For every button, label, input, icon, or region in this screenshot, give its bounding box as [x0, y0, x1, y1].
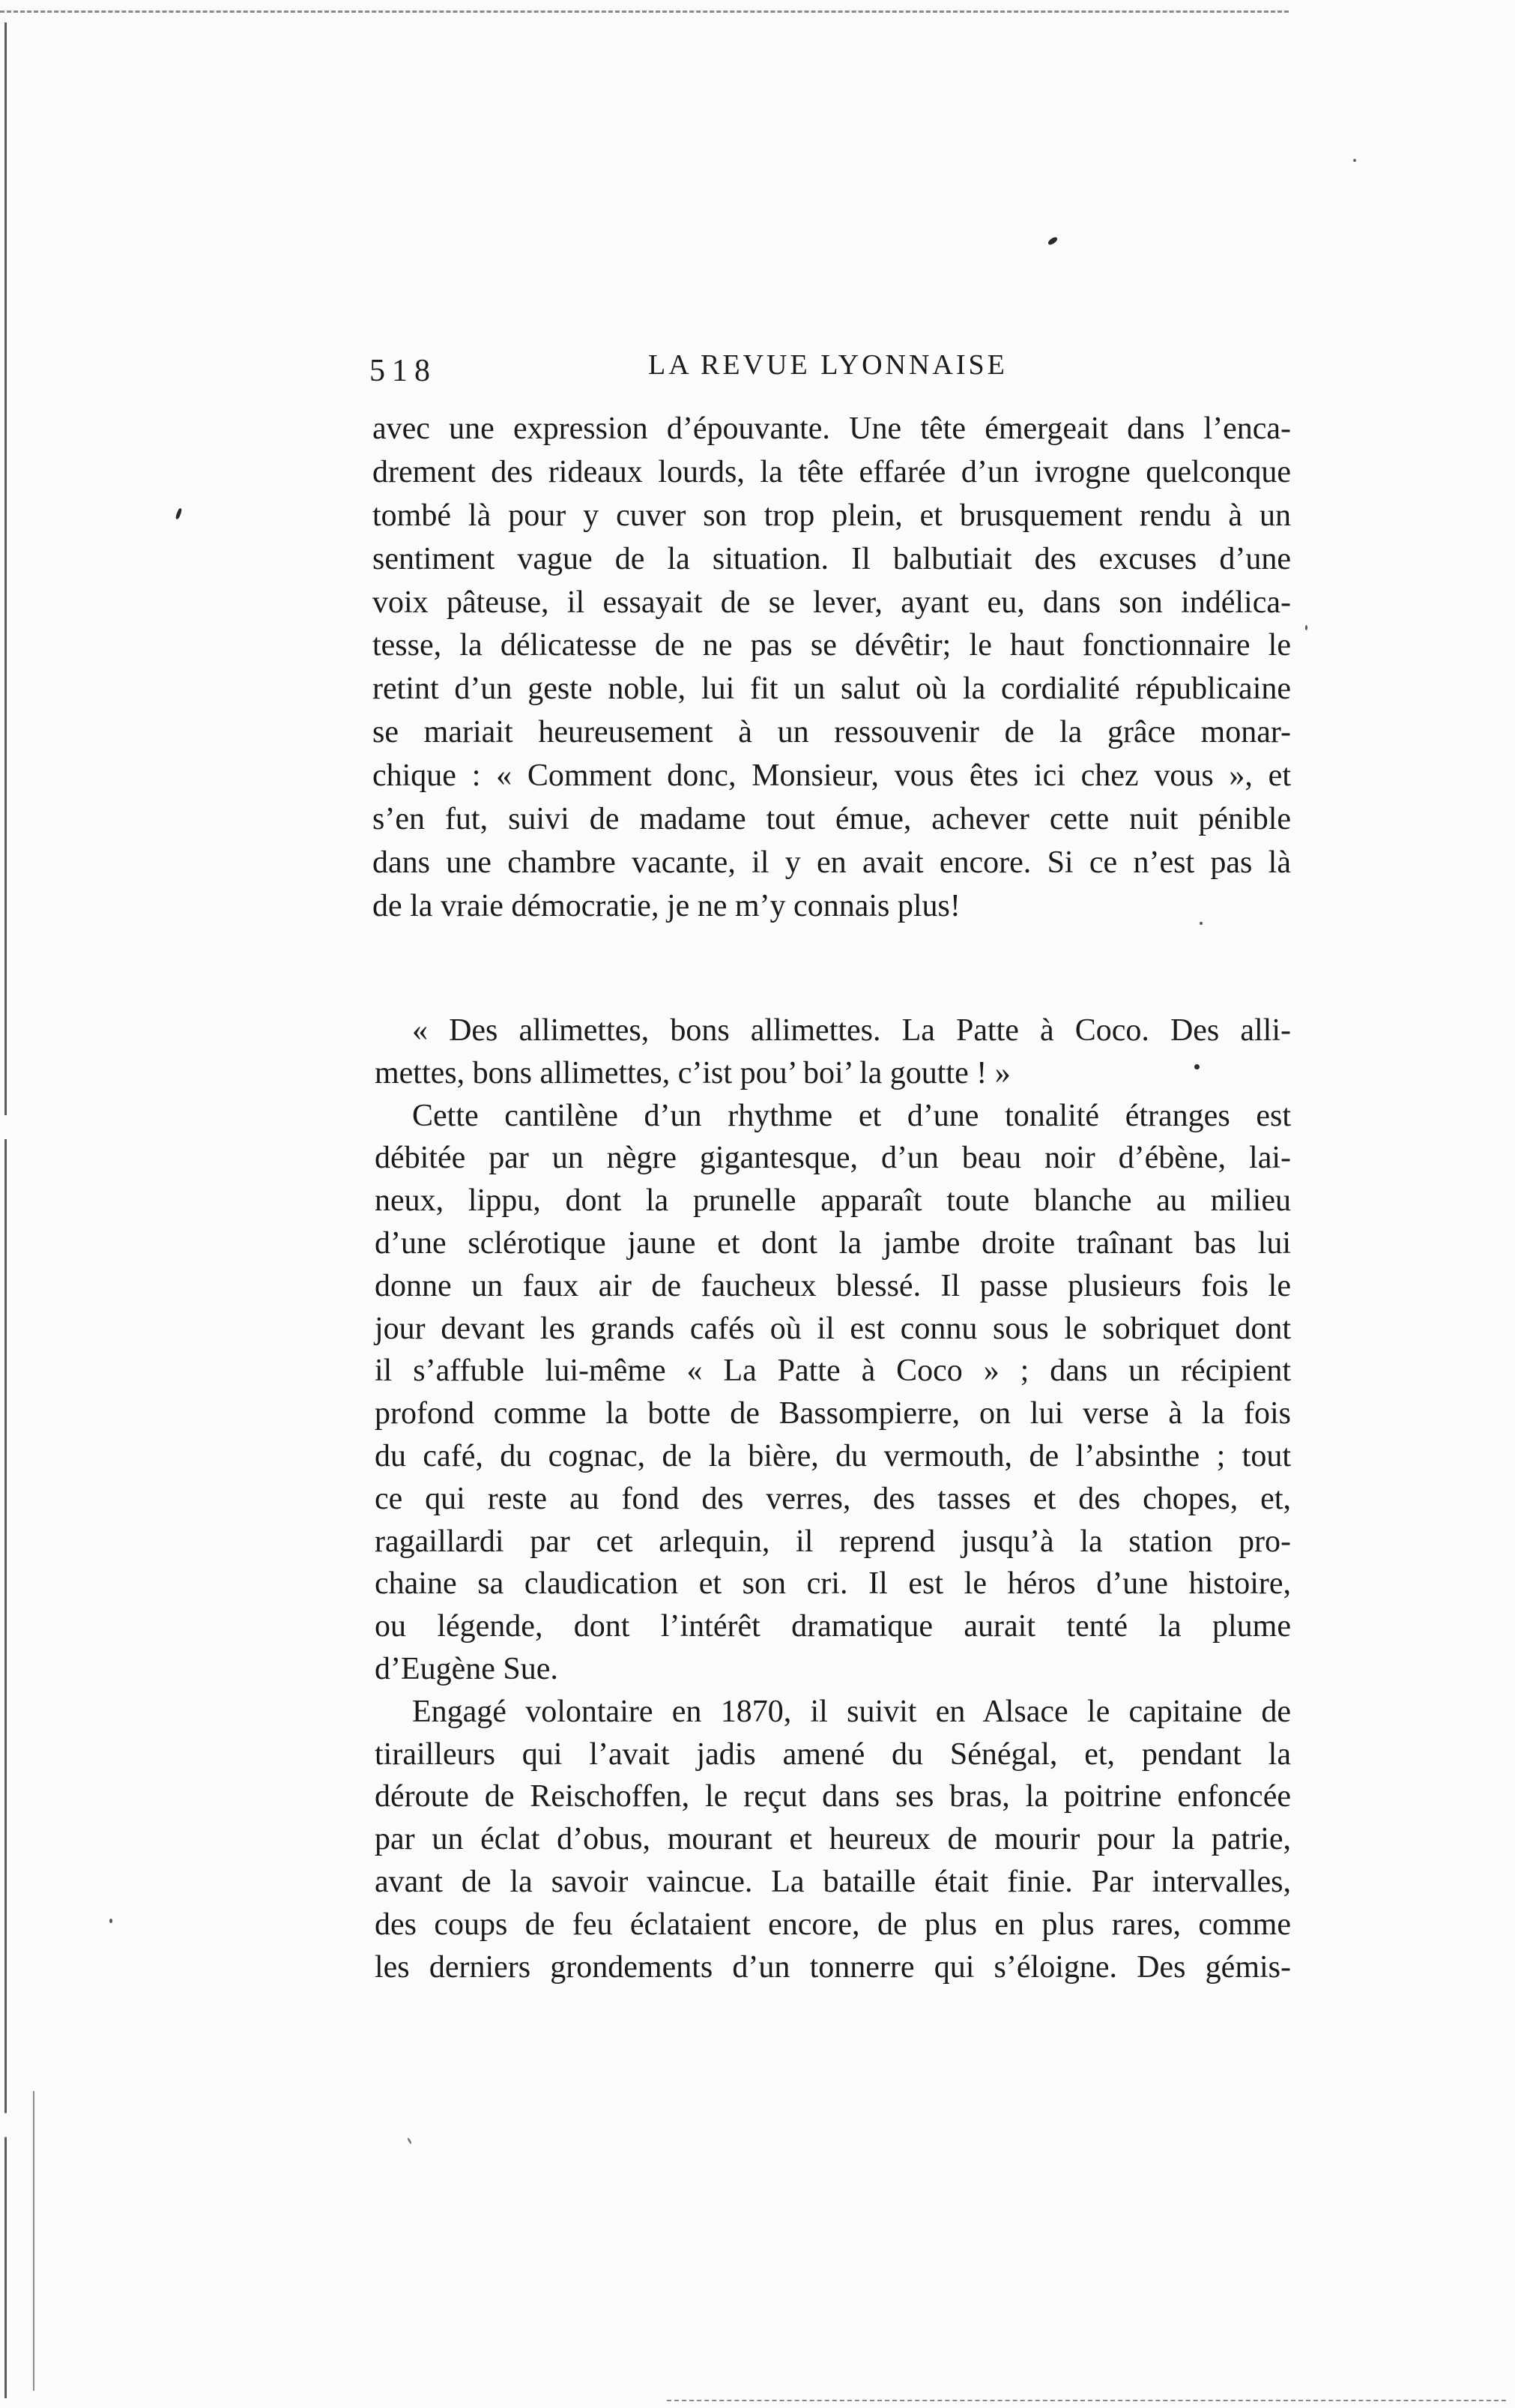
text-line: ou légende, dont l’intérêt dramatique aurait tenté la plume	[375, 1609, 1291, 1644]
paragraph-engage-volontaire	[375, 1691, 1291, 1989]
text-line: déroute de Reischoffen, le reçut dans ses bras, la poitrine enfoncée	[375, 1779, 1291, 1814]
text-line: sentiment vague de la situation. Il balbutiait des excuses d’une	[372, 541, 1291, 576]
text-line: profond comme la botte de Bassompierre, on lui verse à la fois	[375, 1396, 1291, 1431]
text-line: tirailleurs qui l’avait jadis amené du Sénégal, et, pendant la	[375, 1736, 1291, 1772]
text-line: les derniers grondements d’un tonnerre qui s’éloigne. Des gémis-	[375, 1949, 1291, 1985]
text-block-lower	[375, 1010, 1291, 1988]
text-line: voix pâteuse, il essayait de se lever, ayant eu, dans son indélica-	[372, 585, 1291, 620]
text-line: de la vraie démocratie, je ne m’y connais plus!	[372, 888, 961, 923]
text-line: Engagé volontaire en 1870, il suivit en Alsace le capitaine de	[412, 1694, 1291, 1729]
text-block-upper	[372, 408, 1291, 929]
scan-speck	[1305, 625, 1307, 630]
scan-top-edge-dashes	[0, 10, 1289, 13]
text-line: du café, du cognac, de la bière, du vermouth, de l’absinthe ; tout	[375, 1438, 1291, 1473]
text-line: dans une chambre vacante, il y en avait encore. Si ce n’est pas là	[372, 845, 1291, 880]
paragraph-continued	[372, 408, 1291, 929]
text-line: d’Eugène Sue.	[375, 1651, 558, 1686]
scan-left-edge-line	[4, 22, 7, 2398]
text-line: retint d’un geste noble, lui fit un salut où la cordialité républicaine	[372, 672, 1291, 707]
paragraph-street-cry	[375, 1010, 1291, 1095]
text-line: mettes, bons allimettes, c’ist pou’ boi’ la goutte ! »	[375, 1055, 1011, 1090]
text-line: neux, lippu, dont la prunelle apparaît toute blanche au milieu	[375, 1183, 1291, 1219]
text-line: s’en fut, suivi de madame tout émue, achever cette nuit pénible	[372, 802, 1291, 837]
page-number: 518	[369, 354, 437, 388]
text-line: tesse, la délicatesse de ne pas se dévêtir; le haut fonctionnaire le	[372, 628, 1291, 663]
text-line: Cette cantilène d’un rhythme et d’une tonalité étranges est	[412, 1098, 1291, 1133]
text-line: par un éclat d’obus, mourant et heureux de mourir pour la patrie,	[375, 1822, 1291, 1857]
text-line: « Des allimettes, bons allimettes. La Patte à Coco. Des alli-	[412, 1013, 1291, 1048]
scan-speck	[407, 2137, 412, 2144]
text-line: drement des rideaux lourds, la tête effarée d’un ivrogne quelconque	[372, 454, 1291, 489]
scan-speck	[175, 508, 183, 520]
text-line: tombé là pour y cuver son trop plein, et brusquement rendu à un	[372, 498, 1291, 533]
text-line: avec une expression d’épouvante. Une tête émergeait dans l’enca-	[372, 411, 1291, 446]
paragraph-patte-a-coco	[375, 1095, 1291, 1691]
text-line: se mariait heureusement à un ressouvenir de la grâce monar-	[372, 715, 1291, 750]
text-line: avant de la savoir vaincue. La bataille était finie. Par intervalles,	[375, 1864, 1291, 1899]
scan-bottom-edge-dashes	[667, 2400, 1506, 2401]
text-line: ce qui reste au fond des verres, des tasses et des chopes, et,	[375, 1481, 1291, 1516]
scan-speck	[1353, 159, 1356, 162]
text-line: d’une sclérotique jaune et dont la jambe droite traînant bas lui	[375, 1225, 1291, 1261]
text-line: des coups de feu éclataient encore, de plus en plus rares, comme	[375, 1907, 1291, 1942]
scan-speck	[1047, 236, 1058, 247]
text-line: donne un faux air de faucheux blessé. Il passe plusieurs fois le	[375, 1268, 1291, 1303]
text-line: chique : « Comment donc, Monsieur, vous êtes ici chez vous », et	[372, 758, 1291, 794]
running-title: LA REVUE LYONNAISE	[648, 349, 1008, 381]
text-line: il s’affuble lui-même « La Patte à Coco » ; dans un récipient	[375, 1354, 1291, 1389]
text-line: chaine sa claudication et son cri. Il est le héros d’une histoire,	[375, 1566, 1291, 1602]
text-line: ragaillardi par cet arlequin, il reprend jusqu’à la station pro-	[375, 1524, 1291, 1559]
text-line: débitée par un nègre gigantesque, d’un beau noir d’ébène, lai-	[375, 1141, 1291, 1176]
scan-speck	[109, 1919, 112, 1923]
text-line: jour devant les grands cafés où il est connu sous le sobriquet dont	[375, 1311, 1291, 1346]
scan-left-edge-line-secondary	[33, 2091, 34, 2391]
